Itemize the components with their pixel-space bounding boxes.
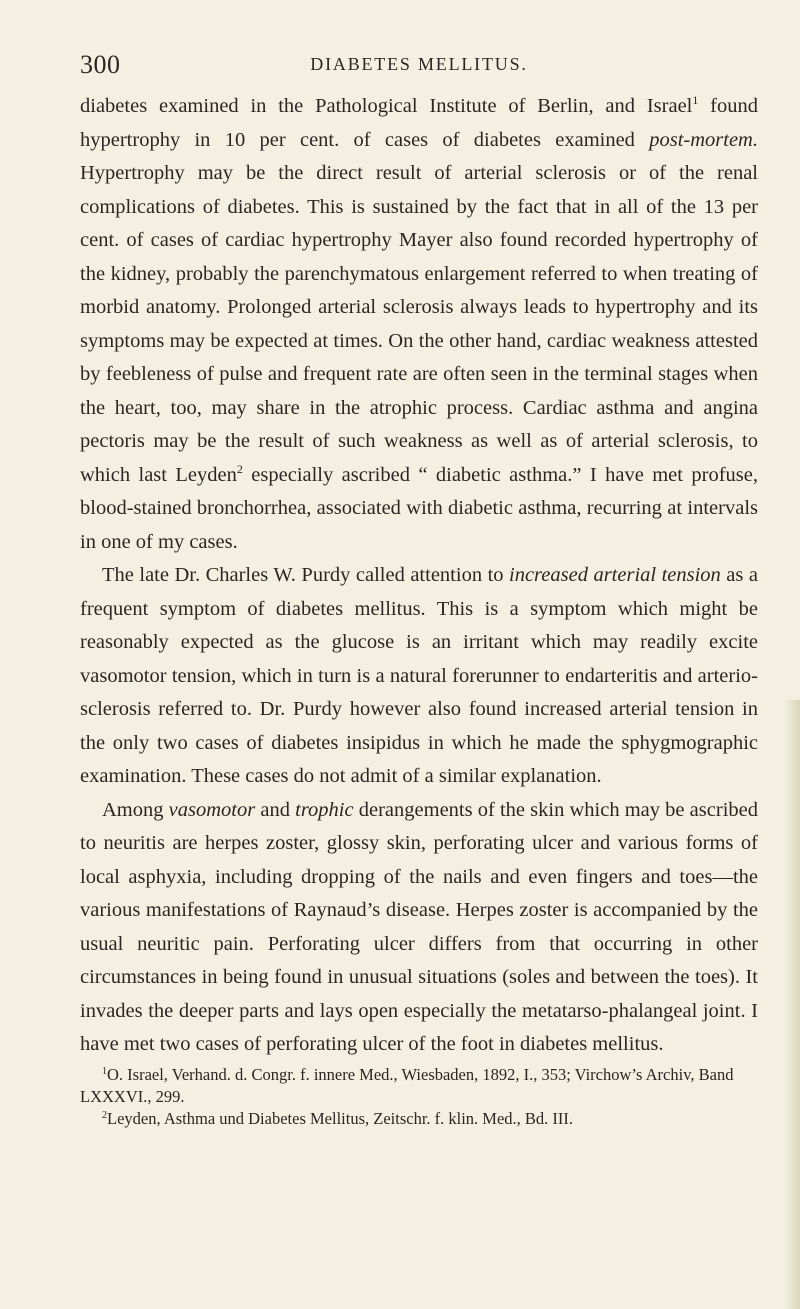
- footnote-marker: 1: [102, 1065, 107, 1077]
- footnote-reference: 2: [236, 461, 243, 476]
- page-header: [80, 50, 758, 84]
- footnote-marker: 2: [102, 1109, 107, 1121]
- text-run: derangements of the skin which may be ascribed to neuritis are herpes zoster, glossy skin, perforating ulcer and various forms of local asphyxia, including dropping of the nails and even fingers and toes—the various manifestations of Raynaud’s disease. Herpes zoster is accompanied by the usual neuritic pain. Perforating ulcer differs from that occurring in other circumstances in being found in unusual situations (soles and between the toes). It invades the deeper parts and lays open especially the metatarso-phalangeal joint. I have met two cases of perforating ulcer of the foot in diabetes mellitus.: [80, 798, 758, 1055]
- italic-text: vasomotor: [168, 798, 256, 821]
- italic-text: increased arterial tension: [509, 564, 721, 586]
- page-edge-shadow: [784, 700, 800, 1309]
- footnote: [80, 1064, 758, 1108]
- footnote: [80, 1108, 758, 1130]
- footnotes: [80, 1064, 758, 1130]
- text-run: especially ascribed “ diabetic asthma.” I have met profuse, blood-stained bronchorrhea, associated with diabetic asthma, recurring at intervals in one of my cases.: [80, 463, 758, 553]
- paragraph: [80, 794, 758, 1062]
- footnote-reference: 1: [692, 93, 699, 107]
- italic-text: trophic: [295, 798, 354, 821]
- body-text: [80, 90, 758, 1130]
- text-run: The late Dr. Charles W. Purdy called attention to: [102, 564, 510, 586]
- paragraph: [80, 559, 758, 794]
- running-title: DIABETES MELLITUS.: [310, 54, 528, 74]
- paragraph: [80, 90, 758, 559]
- text-run: as a frequent symptom of diabetes mellitus. This is a symptom which might be reasonably expected as the glucose is an irritant which may readily excite vasomotor tension, which in turn is a natural forerunner to endarteritis and arterio-sclerosis referred to. Dr. Purdy however also found increased arterial tension in the only two cases of diabetes insipidus in which he made the sphygmographic examination. These cases do not admit of a similar explanation.: [80, 564, 758, 787]
- text-run: diabetes examined in the Pathological Institute of Berlin, and Israel: [80, 95, 693, 117]
- text-run: and: [255, 798, 296, 821]
- footnote-text: Leyden, Asthma und Diabetes Mellitus, Zeitschr. f. klin. Med., Bd. III.: [107, 1108, 574, 1128]
- italic-text: post-mortem.: [649, 128, 758, 151]
- text-run: Hypertrophy may be the direct result of arterial sclerosis or of the renal complications of diabetes. This is sustained by the fact that in all of the 13 per cent. of cases of cardiac hypertrophy Mayer also found recorded hypertrophy of the kidney, probably the parenchymatous enlargement referred to when treating of morbid anatomy. Prolonged arterial sclerosis always leads to hypertrophy and its symptoms may be expected at times. On the other hand, cardiac weakness attested by feebleness of pulse and frequent rate are often seen in the terminal stages when the heart, too, may share in the atrophic process. Cardiac asthma and angina pectoris may be the result of such weakness as well as of arterial sclerosis, to which last Leyden: [80, 162, 758, 486]
- footnote-text: O. Israel, Verhand. d. Congr. f. innere Med., Wiesbaden, 1892, I., 353; Virchow’s Archiv, Band LXXXVI., 299.: [80, 1064, 734, 1106]
- text-run: Among: [102, 798, 169, 821]
- page-number: 300: [80, 50, 121, 79]
- text-run: found hypertrophy in 10 per cent. of cases of diabetes examined: [80, 95, 758, 151]
